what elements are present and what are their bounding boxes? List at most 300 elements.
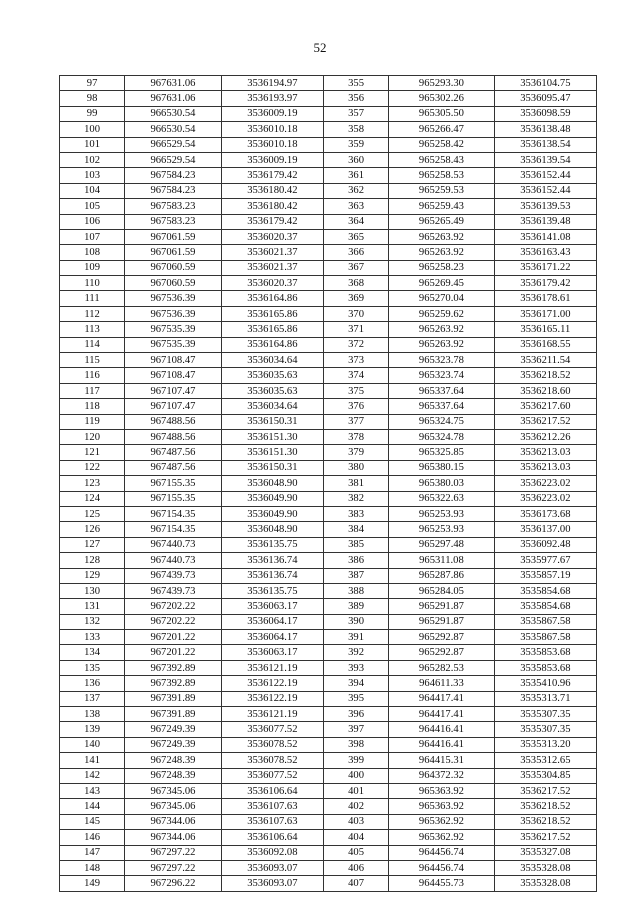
y-coordinate-cell: 3536063.17: [221, 599, 323, 614]
x-coordinate-cell: 967439.73: [125, 583, 222, 598]
y-coordinate-cell: 3536095.47: [494, 91, 596, 106]
point-number-cell: 128: [60, 553, 125, 568]
point-number-cell: 365: [323, 229, 388, 244]
y-coordinate-cell: 3536122.19: [221, 691, 323, 706]
y-coordinate-cell: 3536136.74: [221, 568, 323, 583]
table-row: [60, 91, 597, 106]
x-coordinate-cell: 965324.75: [389, 414, 495, 429]
x-coordinate-cell: 967201.22: [125, 630, 222, 645]
point-number-cell: 119: [60, 414, 125, 429]
x-coordinate-cell: 965253.93: [389, 506, 495, 521]
x-coordinate-cell: 965291.87: [389, 599, 495, 614]
y-coordinate-cell: 3536049.90: [221, 491, 323, 506]
y-coordinate-cell: 3535867.58: [494, 614, 596, 629]
x-coordinate-cell: 965263.92: [389, 245, 495, 260]
point-number-cell: 384: [323, 522, 388, 537]
y-coordinate-cell: 3536193.97: [221, 91, 323, 106]
y-coordinate-cell: 3536077.52: [221, 768, 323, 783]
y-coordinate-cell: 3536121.19: [221, 660, 323, 675]
y-coordinate-cell: 3536217.52: [494, 414, 596, 429]
x-coordinate-cell: 967535.39: [125, 337, 222, 352]
x-coordinate-cell: 967061.59: [125, 229, 222, 244]
point-number-cell: 376: [323, 399, 388, 414]
y-coordinate-cell: 3536093.07: [221, 860, 323, 875]
y-coordinate-cell: 3536171.00: [494, 306, 596, 321]
table-row: [60, 660, 597, 675]
y-coordinate-cell: 3536163.43: [494, 245, 596, 260]
table-row: [60, 676, 597, 691]
point-number-cell: 367: [323, 260, 388, 275]
x-coordinate-cell: 965269.45: [389, 276, 495, 291]
y-coordinate-cell: 3536122.19: [221, 676, 323, 691]
point-number-cell: 109: [60, 260, 125, 275]
point-number-cell: 359: [323, 137, 388, 152]
point-number-cell: 406: [323, 860, 388, 875]
y-coordinate-cell: 3536078.52: [221, 737, 323, 752]
y-coordinate-cell: 3536034.64: [221, 399, 323, 414]
table-row: [60, 199, 597, 214]
point-number-cell: 398: [323, 737, 388, 752]
x-coordinate-cell: 967392.89: [125, 660, 222, 675]
y-coordinate-cell: 3536035.63: [221, 383, 323, 398]
page-number: 52: [313, 40, 327, 55]
point-number-cell: 368: [323, 276, 388, 291]
table-row: [60, 445, 597, 460]
point-number-cell: 382: [323, 491, 388, 506]
y-coordinate-cell: 3535328.08: [494, 860, 596, 875]
x-coordinate-cell: 967583.23: [125, 214, 222, 229]
table-row: [60, 337, 597, 352]
x-coordinate-cell: 965380.15: [389, 460, 495, 475]
y-coordinate-cell: 3535854.68: [494, 583, 596, 598]
y-coordinate-cell: 3536092.48: [494, 537, 596, 552]
point-number-cell: 146: [60, 830, 125, 845]
x-coordinate-cell: 965263.92: [389, 229, 495, 244]
table-row: [60, 768, 597, 783]
x-coordinate-cell: 967155.35: [125, 491, 222, 506]
table-row: [60, 691, 597, 706]
x-coordinate-cell: 965337.64: [389, 383, 495, 398]
point-number-cell: 111: [60, 291, 125, 306]
table-row: [60, 876, 597, 891]
point-number-cell: 125: [60, 506, 125, 521]
table-row: [60, 476, 597, 491]
x-coordinate-cell: 966530.54: [125, 106, 222, 121]
point-number-cell: 149: [60, 876, 125, 891]
x-coordinate-cell: 965270.04: [389, 291, 495, 306]
x-coordinate-cell: 965322.63: [389, 491, 495, 506]
y-coordinate-cell: 3536212.26: [494, 429, 596, 444]
x-coordinate-cell: 964372.32: [389, 768, 495, 783]
point-number-cell: 390: [323, 614, 388, 629]
y-coordinate-cell: 3536049.90: [221, 506, 323, 521]
point-number-cell: 379: [323, 445, 388, 460]
y-coordinate-cell: 3536077.52: [221, 722, 323, 737]
x-coordinate-cell: 967536.39: [125, 291, 222, 306]
y-coordinate-cell: 3535313.71: [494, 691, 596, 706]
table-row: [60, 429, 597, 444]
y-coordinate-cell: 3535304.85: [494, 768, 596, 783]
x-coordinate-cell: 967391.89: [125, 691, 222, 706]
point-number-cell: 145: [60, 814, 125, 829]
y-coordinate-cell: 3536106.64: [221, 783, 323, 798]
point-number-cell: 394: [323, 676, 388, 691]
table-row: [60, 737, 597, 752]
point-number-cell: 383: [323, 506, 388, 521]
point-number-cell: 100: [60, 122, 125, 137]
x-coordinate-cell: 964611.33: [389, 676, 495, 691]
y-coordinate-cell: 3536063.17: [221, 645, 323, 660]
y-coordinate-cell: 3535853.68: [494, 660, 596, 675]
x-coordinate-cell: 967297.22: [125, 845, 222, 860]
point-number-cell: 391: [323, 630, 388, 645]
x-coordinate-cell: 965282.53: [389, 660, 495, 675]
point-number-cell: 395: [323, 691, 388, 706]
table-row: [60, 599, 597, 614]
point-number-cell: 113: [60, 322, 125, 337]
x-coordinate-cell: 967296.22: [125, 876, 222, 891]
y-coordinate-cell: 3536107.63: [221, 799, 323, 814]
table-row: [60, 491, 597, 506]
x-coordinate-cell: 967584.23: [125, 168, 222, 183]
y-coordinate-cell: 3535307.35: [494, 707, 596, 722]
y-coordinate-cell: 3536020.37: [221, 229, 323, 244]
table-row: [60, 229, 597, 244]
y-coordinate-cell: 3535312.65: [494, 753, 596, 768]
x-coordinate-cell: 967155.35: [125, 476, 222, 491]
point-number-cell: 357: [323, 106, 388, 121]
y-coordinate-cell: 3536107.63: [221, 814, 323, 829]
x-coordinate-cell: 967107.47: [125, 399, 222, 414]
y-coordinate-cell: 3536223.02: [494, 491, 596, 506]
table-row: [60, 753, 597, 768]
x-coordinate-cell: 964417.41: [389, 691, 495, 706]
y-coordinate-cell: 3536218.52: [494, 814, 596, 829]
x-coordinate-cell: 964416.41: [389, 722, 495, 737]
table-row: [60, 106, 597, 121]
x-coordinate-cell: 965362.92: [389, 830, 495, 845]
x-coordinate-cell: 965292.87: [389, 630, 495, 645]
table-row: [60, 276, 597, 291]
x-coordinate-cell: 967536.39: [125, 306, 222, 321]
point-number-cell: 143: [60, 783, 125, 798]
x-coordinate-cell: 967487.56: [125, 445, 222, 460]
x-coordinate-cell: 965302.26: [389, 91, 495, 106]
table-row: [60, 306, 597, 321]
coordinates-table-body: [60, 76, 597, 892]
x-coordinate-cell: 965323.74: [389, 368, 495, 383]
table-row: [60, 353, 597, 368]
y-coordinate-cell: 3536021.37: [221, 245, 323, 260]
table-row: [60, 630, 597, 645]
y-coordinate-cell: 3536092.08: [221, 845, 323, 860]
table-row: [60, 845, 597, 860]
point-number-cell: 112: [60, 306, 125, 321]
point-number-cell: 116: [60, 368, 125, 383]
point-number-cell: 374: [323, 368, 388, 383]
y-coordinate-cell: 3536098.59: [494, 106, 596, 121]
point-number-cell: 404: [323, 830, 388, 845]
point-number-cell: 101: [60, 137, 125, 152]
point-number-cell: 107: [60, 229, 125, 244]
point-number-cell: 370: [323, 306, 388, 321]
y-coordinate-cell: 3536152.44: [494, 183, 596, 198]
point-number-cell: 106: [60, 214, 125, 229]
point-number-cell: 141: [60, 753, 125, 768]
x-coordinate-cell: 965258.53: [389, 168, 495, 183]
y-coordinate-cell: 3535327.08: [494, 845, 596, 860]
table-row: [60, 614, 597, 629]
x-coordinate-cell: 967060.59: [125, 276, 222, 291]
point-number-cell: 386: [323, 553, 388, 568]
y-coordinate-cell: 3536136.74: [221, 553, 323, 568]
point-number-cell: 133: [60, 630, 125, 645]
x-coordinate-cell: 967060.59: [125, 260, 222, 275]
table-row: [60, 414, 597, 429]
x-coordinate-cell: 965325.85: [389, 445, 495, 460]
x-coordinate-cell: 965297.48: [389, 537, 495, 552]
point-number-cell: 396: [323, 707, 388, 722]
x-coordinate-cell: 965293.30: [389, 76, 495, 91]
point-number-cell: 138: [60, 707, 125, 722]
y-coordinate-cell: 3536178.61: [494, 291, 596, 306]
y-coordinate-cell: 3536194.97: [221, 76, 323, 91]
y-coordinate-cell: 3536150.31: [221, 414, 323, 429]
y-coordinate-cell: 3535867.58: [494, 630, 596, 645]
point-number-cell: 356: [323, 91, 388, 106]
y-coordinate-cell: 3536217.52: [494, 783, 596, 798]
point-number-cell: 131: [60, 599, 125, 614]
x-coordinate-cell: 967248.39: [125, 753, 222, 768]
x-coordinate-cell: 965263.92: [389, 337, 495, 352]
x-coordinate-cell: 966530.54: [125, 122, 222, 137]
x-coordinate-cell: 965362.92: [389, 814, 495, 829]
y-coordinate-cell: 3536137.00: [494, 522, 596, 537]
point-number-cell: 102: [60, 152, 125, 167]
y-coordinate-cell: 3536164.86: [221, 337, 323, 352]
table-row: [60, 722, 597, 737]
y-coordinate-cell: 3536213.03: [494, 445, 596, 460]
y-coordinate-cell: 3535977.67: [494, 553, 596, 568]
x-coordinate-cell: 967631.06: [125, 76, 222, 91]
y-coordinate-cell: 3536218.60: [494, 383, 596, 398]
table-row: [60, 245, 597, 260]
table-row: [60, 168, 597, 183]
x-coordinate-cell: 967202.22: [125, 614, 222, 629]
table-row: [60, 568, 597, 583]
x-coordinate-cell: 967391.89: [125, 707, 222, 722]
point-number-cell: 373: [323, 353, 388, 368]
point-number-cell: 110: [60, 276, 125, 291]
x-coordinate-cell: 965258.42: [389, 137, 495, 152]
y-coordinate-cell: 3536217.52: [494, 830, 596, 845]
y-coordinate-cell: 3535854.68: [494, 599, 596, 614]
table-row: [60, 583, 597, 598]
table-row: [60, 814, 597, 829]
y-coordinate-cell: 3536165.86: [221, 322, 323, 337]
point-number-cell: 361: [323, 168, 388, 183]
y-coordinate-cell: 3536138.48: [494, 122, 596, 137]
y-coordinate-cell: 3536020.37: [221, 276, 323, 291]
x-coordinate-cell: 965259.43: [389, 199, 495, 214]
point-number-cell: 105: [60, 199, 125, 214]
y-coordinate-cell: 3536179.42: [494, 276, 596, 291]
point-number-cell: 99: [60, 106, 125, 121]
x-coordinate-cell: 967345.06: [125, 783, 222, 798]
table-row: [60, 214, 597, 229]
point-number-cell: 358: [323, 122, 388, 137]
point-number-cell: 388: [323, 583, 388, 598]
point-number-cell: 401: [323, 783, 388, 798]
point-number-cell: 122: [60, 460, 125, 475]
y-coordinate-cell: 3536141.08: [494, 229, 596, 244]
point-number-cell: 118: [60, 399, 125, 414]
table-row: [60, 368, 597, 383]
y-coordinate-cell: 3536139.48: [494, 214, 596, 229]
y-coordinate-cell: 3536152.44: [494, 168, 596, 183]
point-number-cell: 403: [323, 814, 388, 829]
point-number-cell: 363: [323, 199, 388, 214]
y-coordinate-cell: 3536213.03: [494, 460, 596, 475]
x-coordinate-cell: 964456.74: [389, 860, 495, 875]
y-coordinate-cell: 3536139.53: [494, 199, 596, 214]
point-number-cell: 142: [60, 768, 125, 783]
y-coordinate-cell: 3535410.96: [494, 676, 596, 691]
y-coordinate-cell: 3536165.86: [221, 306, 323, 321]
x-coordinate-cell: 967248.39: [125, 768, 222, 783]
x-coordinate-cell: 965259.53: [389, 183, 495, 198]
table-row: [60, 645, 597, 660]
point-number-cell: 355: [323, 76, 388, 91]
point-number-cell: 103: [60, 168, 125, 183]
y-coordinate-cell: 3536164.86: [221, 291, 323, 306]
point-number-cell: 136: [60, 676, 125, 691]
y-coordinate-cell: 3536048.90: [221, 522, 323, 537]
x-coordinate-cell: 967201.22: [125, 645, 222, 660]
y-coordinate-cell: 3536179.42: [221, 168, 323, 183]
point-number-cell: 381: [323, 476, 388, 491]
y-coordinate-cell: 3536064.17: [221, 630, 323, 645]
point-number-cell: 377: [323, 414, 388, 429]
x-coordinate-cell: 965305.50: [389, 106, 495, 121]
x-coordinate-cell: 965324.78: [389, 429, 495, 444]
point-number-cell: 114: [60, 337, 125, 352]
x-coordinate-cell: 965253.93: [389, 522, 495, 537]
point-number-cell: 375: [323, 383, 388, 398]
point-number-cell: 405: [323, 845, 388, 860]
table-row: [60, 383, 597, 398]
y-coordinate-cell: 3536048.90: [221, 476, 323, 491]
x-coordinate-cell: 965292.87: [389, 645, 495, 660]
table-row: [60, 183, 597, 198]
y-coordinate-cell: 3536135.75: [221, 583, 323, 598]
x-coordinate-cell: 965291.87: [389, 614, 495, 629]
table-row: [60, 122, 597, 137]
table-row: [60, 460, 597, 475]
y-coordinate-cell: 3536106.64: [221, 830, 323, 845]
x-coordinate-cell: 967107.47: [125, 383, 222, 398]
x-coordinate-cell: 965323.78: [389, 353, 495, 368]
x-coordinate-cell: 964417.41: [389, 707, 495, 722]
y-coordinate-cell: 3536135.75: [221, 537, 323, 552]
x-coordinate-cell: 965363.92: [389, 799, 495, 814]
x-coordinate-cell: 965258.23: [389, 260, 495, 275]
y-coordinate-cell: 3536151.30: [221, 429, 323, 444]
x-coordinate-cell: 967631.06: [125, 91, 222, 106]
x-coordinate-cell: 966529.54: [125, 152, 222, 167]
x-coordinate-cell: 967249.39: [125, 737, 222, 752]
x-coordinate-cell: 967297.22: [125, 860, 222, 875]
point-number-cell: 115: [60, 353, 125, 368]
point-number-cell: 126: [60, 522, 125, 537]
y-coordinate-cell: 3536121.19: [221, 707, 323, 722]
point-number-cell: 140: [60, 737, 125, 752]
point-number-cell: 130: [60, 583, 125, 598]
point-number-cell: 397: [323, 722, 388, 737]
table-row: [60, 152, 597, 167]
x-coordinate-cell: 967583.23: [125, 199, 222, 214]
point-number-cell: 104: [60, 183, 125, 198]
table-row: [60, 322, 597, 337]
table-row: [60, 522, 597, 537]
point-number-cell: 132: [60, 614, 125, 629]
point-number-cell: 393: [323, 660, 388, 675]
x-coordinate-cell: 967154.35: [125, 522, 222, 537]
point-number-cell: 135: [60, 660, 125, 675]
point-number-cell: 124: [60, 491, 125, 506]
table-row: [60, 707, 597, 722]
x-coordinate-cell: 967154.35: [125, 506, 222, 521]
point-number-cell: 139: [60, 722, 125, 737]
point-number-cell: 407: [323, 876, 388, 891]
x-coordinate-cell: 964416.41: [389, 737, 495, 752]
y-coordinate-cell: 3536168.55: [494, 337, 596, 352]
point-number-cell: 148: [60, 860, 125, 875]
x-coordinate-cell: 965265.49: [389, 214, 495, 229]
x-coordinate-cell: 967488.56: [125, 414, 222, 429]
point-number-cell: 127: [60, 537, 125, 552]
coordinates-table: [59, 75, 597, 892]
y-coordinate-cell: 3536010.18: [221, 122, 323, 137]
point-number-cell: 98: [60, 91, 125, 106]
y-coordinate-cell: 3536093.07: [221, 876, 323, 891]
y-coordinate-cell: 3536009.19: [221, 152, 323, 167]
y-coordinate-cell: 3536009.19: [221, 106, 323, 121]
x-coordinate-cell: 967345.06: [125, 799, 222, 814]
x-coordinate-cell: 967249.39: [125, 722, 222, 737]
y-coordinate-cell: 3535328.08: [494, 876, 596, 891]
y-coordinate-cell: 3536173.68: [494, 506, 596, 521]
table-row: [60, 291, 597, 306]
point-number-cell: 400: [323, 768, 388, 783]
point-number-cell: 369: [323, 291, 388, 306]
point-number-cell: 402: [323, 799, 388, 814]
x-coordinate-cell: 964456.74: [389, 845, 495, 860]
x-coordinate-cell: 967344.06: [125, 814, 222, 829]
x-coordinate-cell: 967439.73: [125, 568, 222, 583]
table-row: [60, 399, 597, 414]
point-number-cell: 137: [60, 691, 125, 706]
table-row: [60, 783, 597, 798]
x-coordinate-cell: 965287.86: [389, 568, 495, 583]
x-coordinate-cell: 965258.43: [389, 152, 495, 167]
y-coordinate-cell: 3536218.52: [494, 799, 596, 814]
point-number-cell: 385: [323, 537, 388, 552]
point-number-cell: 147: [60, 845, 125, 860]
table-row: [60, 799, 597, 814]
point-number-cell: 117: [60, 383, 125, 398]
x-coordinate-cell: 967535.39: [125, 322, 222, 337]
